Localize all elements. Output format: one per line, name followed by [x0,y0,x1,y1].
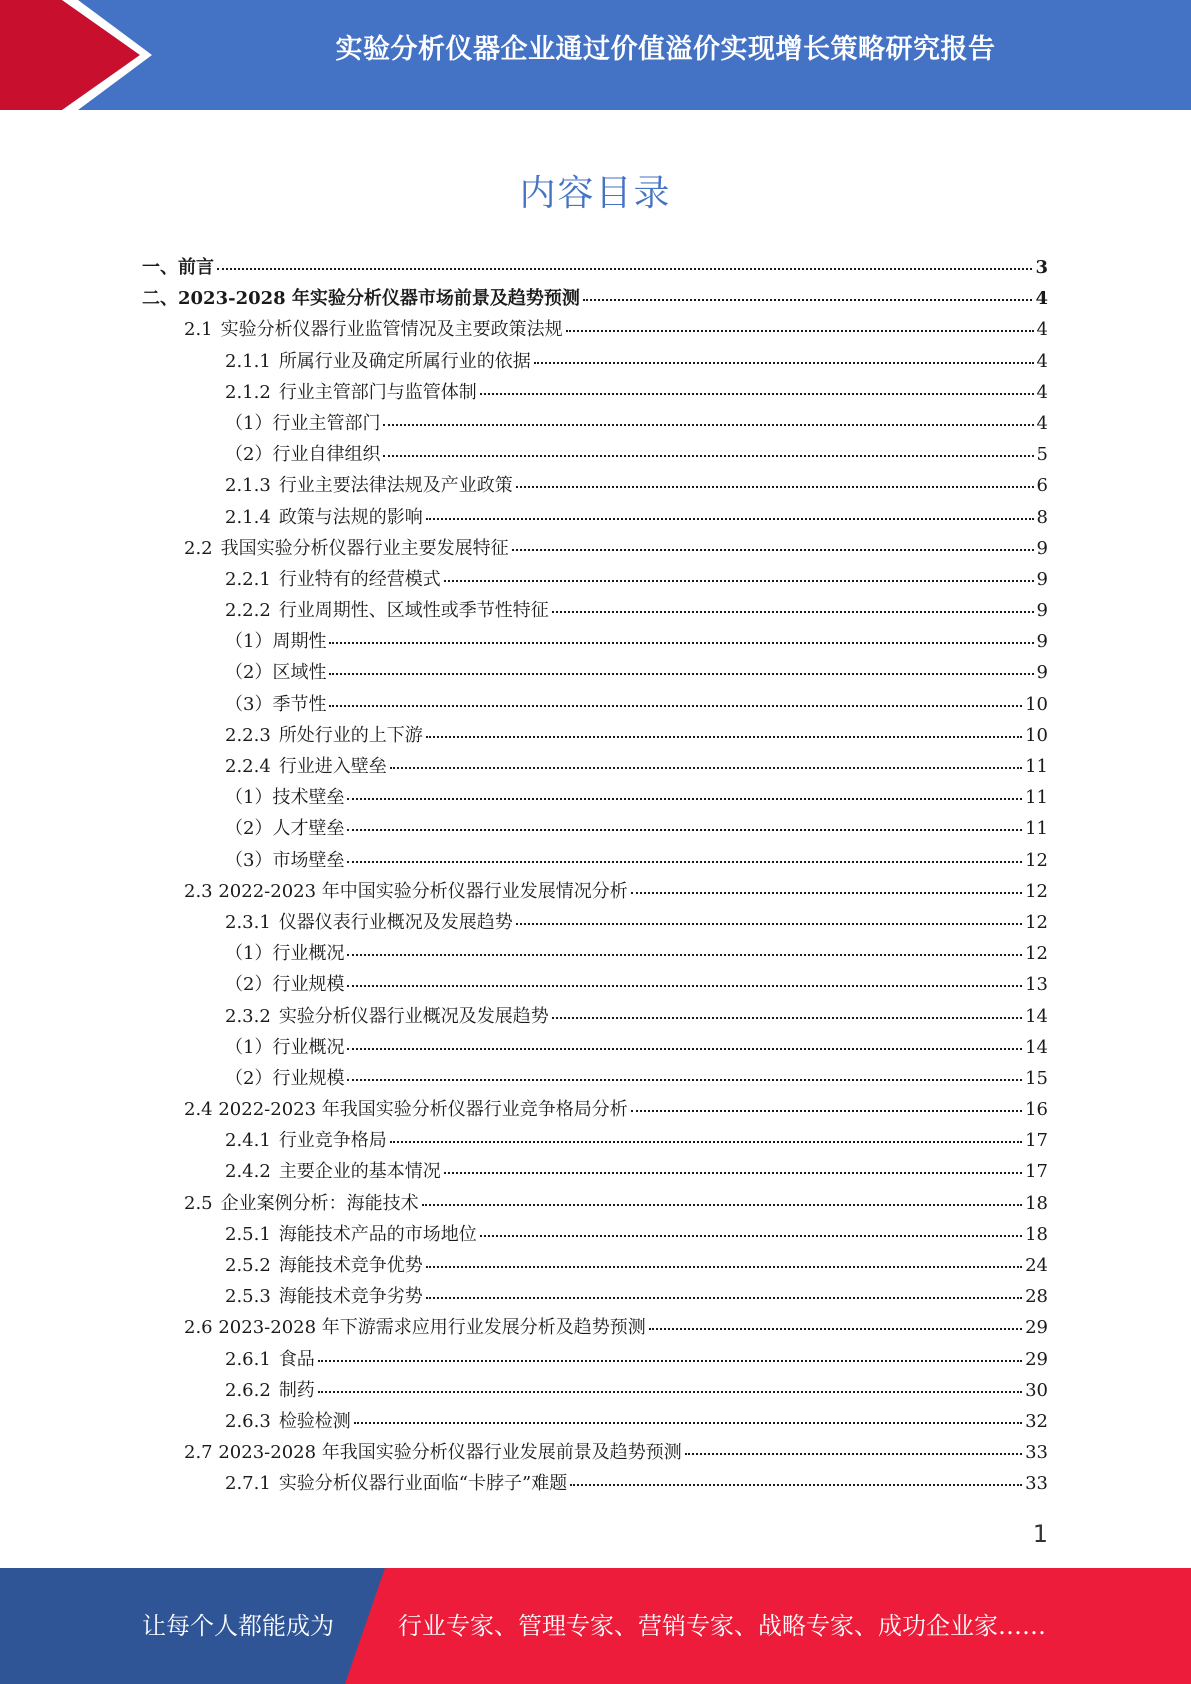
toc-entry-page: 33 [1025,1442,1048,1464]
toc-leader-dots [217,268,1032,270]
toc-entry[interactable] [142,1313,1048,1344]
toc-entry[interactable] [142,1251,1048,1282]
toc-entry-title: 企业案例分析：海能技术 [220,1192,419,1214]
toc-entry[interactable] [142,1469,1048,1500]
toc-entry-page: 10 [1025,693,1048,715]
toc-entry-page: 10 [1025,724,1048,746]
toc-entry-title: （3）季节性 [225,693,327,715]
toc-entry-title: 行业主要法律法规及产业政策 [278,475,513,497]
toc-leader-dots [347,861,1022,863]
toc-entry-title: （2）人才壁垒 [225,818,345,840]
toc-entry-title: 海能技术产品的市场地位 [278,1223,477,1245]
toc-entry[interactable] [142,534,1048,565]
toc-entry-title: 所处行业的上下游 [278,724,423,746]
footer-slogan-right: 行业专家、管理专家、营销专家、战略专家、成功企业家…… [398,1612,1046,1640]
table-of-contents [142,253,1048,1501]
toc-entry-page: 11 [1025,756,1048,777]
toc-entry-title: 二、2023-2028 年实验分析仪器市场前景及趋势预测 [142,288,580,310]
toc-entry[interactable] [142,284,1048,315]
toc-entry-title: 海能技术竞争优势 [278,1255,423,1276]
toc-leader-dots [426,1266,1022,1268]
toc-entry[interactable] [142,471,1048,502]
toc-entry-title: 政策与法规的影响 [278,506,423,528]
toc-entry[interactable] [142,253,1048,284]
toc-entry[interactable] [142,658,1048,689]
toc-entry[interactable] [142,814,1048,845]
toc-entry[interactable] [142,503,1048,534]
toc-entry-page: 14 [1025,1005,1048,1027]
toc-leader-dots [390,1141,1022,1143]
toc-entry-title: 实验分析仪器行业面临“卡脖子”难题 [278,1473,568,1495]
toc-entry[interactable] [142,1220,1048,1251]
toc-entry-title: 行业特有的经营模式 [278,568,441,590]
toc-entry-page: 9 [1036,600,1048,622]
toc-entry-title: 仪器仪表行业概况及发展趋势 [278,911,513,933]
toc-entry-number: 2.1 [184,319,213,341]
toc-entry-number: 2.3.1 [225,911,271,933]
toc-entry-page: 4 [1036,381,1048,403]
toc-leader-dots [422,1204,1022,1206]
toc-entry-number: 2.1.2 [225,381,271,403]
toc-leader-dots [631,1110,1022,1112]
toc-entry-page: 29 [1025,1317,1048,1339]
toc-entry-title: 2.7 2023-2028 年我国实验分析仪器行业发展前景及趋势预测 [184,1442,682,1464]
toc-entry[interactable] [142,846,1048,877]
report-title: 实验分析仪器企业通过价值溢价实现增长策略研究报告 [335,34,996,65]
toc-entry-number: 2.2.2 [225,600,271,622]
toc-entry[interactable] [142,1157,1048,1188]
toc-entry-title: （1）行业概况 [225,943,345,965]
toc-entry-page: 28 [1025,1286,1048,1308]
toc-entry-title: 主要企业的基本情况 [278,1161,441,1183]
toc-entry[interactable] [142,721,1048,752]
toc-entry-title: （1）技术壁垒 [225,787,345,809]
toc-entry-title: 行业主管部门与监管体制 [278,381,477,403]
toc-leader-dots [329,642,1033,644]
toc-entry-page: 12 [1025,849,1048,871]
toc-entry[interactable] [142,970,1048,1001]
toc-entry[interactable] [142,1282,1048,1313]
toc-entry-page: 9 [1036,568,1048,590]
toc-entry-page: 3 [1035,257,1048,278]
toc-entry-title: （3）市场壁垒 [225,849,345,871]
toc-leader-dots [685,1453,1022,1455]
toc-entry[interactable] [142,565,1048,596]
toc-entry-page: 32 [1025,1410,1048,1432]
toc-entry-page: 11 [1025,787,1048,809]
toc-entry-number: 2.6.1 [225,1348,271,1370]
toc-entry[interactable] [142,315,1048,346]
toc-entry-title: 食品 [278,1348,315,1370]
toc-entry-page: 17 [1025,1161,1048,1183]
toc-entry-page: 4 [1036,350,1048,372]
toc-leader-dots [347,798,1022,800]
footer-slogan-left: 让每个人都能成为 [142,1612,334,1640]
toc-entry-number: 2.2.3 [225,724,271,746]
toc-entry-page: 4 [1036,412,1048,434]
toc-entry-title: 2.3 2022-2023 年中国实验分析仪器行业发展情况分析 [184,880,628,902]
page-header [0,0,1191,110]
toc-leader-dots [566,330,1034,332]
toc-entry-page: 6 [1036,475,1048,497]
toc-leader-dots [318,1360,1022,1362]
toc-leader-dots [631,892,1022,894]
toc-entry-number: 2.5.3 [225,1286,271,1308]
toc-leader-dots [552,611,1034,613]
toc-entry-number: 2.1.3 [225,475,271,497]
toc-entry-page: 4 [1036,319,1048,341]
toc-entry[interactable] [142,1376,1048,1407]
toc-entry-title: 实验分析仪器行业监管情况及主要政策法规 [220,319,563,341]
toc-leader-dots [480,1235,1022,1237]
toc-entry-title: （1）行业主管部门 [225,412,381,434]
toc-entry[interactable] [142,1189,1048,1220]
toc-entry[interactable] [142,409,1048,440]
toc-entry-title: 行业进入壁垒 [278,756,387,777]
toc-leader-dots [390,767,1022,769]
toc-entry-number: 2.7.1 [225,1473,271,1495]
toc-leader-dots [552,1017,1022,1019]
toc-leader-dots [318,1391,1022,1393]
toc-leader-dots [329,673,1033,675]
toc-leader-dots [383,424,1033,426]
toc-entry-page: 29 [1025,1348,1048,1370]
toc-entry-title: 我国实验分析仪器行业主要发展特征 [220,537,509,559]
toc-leader-dots [383,455,1033,457]
toc-entry[interactable] [142,627,1048,658]
toc-entry-title: （2）行业规模 [225,1067,345,1089]
toc-entry-number: 2.3.2 [225,1005,271,1027]
toc-entry-number: 2.4.1 [225,1130,271,1152]
toc-leader-dots [570,1484,1022,1486]
toc-entry-title: 所属行业及确定所属行业的依据 [278,350,531,372]
toc-entry-title: 2.4 2022-2023 年我国实验分析仪器行业竞争格局分析 [184,1099,628,1121]
toc-entry-page: 11 [1025,818,1048,840]
toc-leader-dots [512,549,1034,551]
toc-entry-title: （2）区域性 [225,662,327,684]
toc-entry-title: 制药 [278,1379,315,1401]
toc-entry-page: 5 [1036,444,1048,466]
toc-leader-dots [534,362,1034,364]
toc-entry[interactable] [142,877,1048,908]
toc-entry[interactable] [142,1126,1048,1157]
toc-leader-dots [347,954,1022,956]
toc-entry[interactable] [142,347,1048,378]
toc-entry-page: 33 [1025,1473,1048,1495]
toc-leader-dots [329,705,1022,707]
toc-entry[interactable] [142,378,1048,409]
toc-leader-dots [347,1048,1022,1050]
toc-entry-number: 2.5.2 [225,1255,271,1276]
toc-leader-dots [516,486,1034,488]
toc-entry[interactable] [142,1438,1048,1469]
toc-entry-title: （2）行业自律组织 [225,444,381,466]
toc-entry-page: 4 [1035,288,1048,310]
toc-entry-number: 2.2 [184,537,213,559]
toc-entry[interactable] [142,1095,1048,1126]
toc-entry-title: （2）行业规模 [225,974,345,996]
toc-entry-page: 15 [1025,1067,1048,1089]
header-chevron-icon [0,0,160,110]
toc-leader-dots [347,1079,1022,1081]
toc-entry-page: 16 [1025,1099,1048,1121]
toc-entry[interactable] [142,690,1048,721]
toc-entry-page: 8 [1036,506,1048,528]
toc-entry-title: 实验分析仪器行业概况及发展趋势 [278,1005,549,1027]
toc-entry-number: 2.5.1 [225,1223,271,1245]
toc-entry[interactable] [142,440,1048,471]
toc-entry-number: 2.1.1 [225,350,271,372]
toc-entry[interactable] [142,1407,1048,1438]
toc-leader-dots [426,736,1022,738]
toc-leader-dots [649,1328,1022,1330]
toc-entry-number: 2.1.4 [225,506,271,528]
toc-entry-title: 一、前言 [142,257,214,278]
toc-entry-page: 18 [1025,1192,1048,1214]
toc-entry-page: 9 [1036,631,1048,653]
toc-entry[interactable] [142,1064,1048,1095]
toc-entry-number: 2.6.2 [225,1379,271,1401]
toc-title: 内容目录 [519,173,672,214]
toc-leader-dots [347,985,1022,987]
toc-entry-title: （1）行业概况 [225,1036,345,1058]
toc-entry-page: 13 [1025,974,1048,996]
toc-entry-number: 2.6.3 [225,1410,271,1432]
toc-entry[interactable] [142,752,1048,783]
toc-entry-title: （1）周期性 [225,631,327,653]
toc-entry-page: 12 [1025,880,1048,902]
toc-leader-dots [480,393,1034,395]
toc-leader-dots [347,829,1022,831]
toc-leader-dots [354,1422,1022,1424]
toc-entry-page: 18 [1025,1223,1048,1245]
toc-entry[interactable] [142,1033,1048,1064]
toc-entry-title: 行业竞争格局 [278,1130,387,1152]
toc-entry[interactable] [142,908,1048,939]
toc-entry[interactable] [142,1002,1048,1033]
toc-entry-title: 2.6 2023-2028 年下游需求应用行业发展分析及趋势预测 [184,1317,646,1339]
toc-entry[interactable] [142,783,1048,814]
toc-leader-dots [444,580,1034,582]
toc-entry-page: 9 [1036,662,1048,684]
toc-entry-page: 30 [1025,1379,1048,1401]
toc-entry-number: 2.5 [184,1192,213,1214]
page-footer [0,1568,1191,1684]
toc-entry-number: 2.4.2 [225,1161,271,1183]
toc-entry-page: 14 [1025,1036,1048,1058]
toc-entry[interactable] [142,1345,1048,1376]
toc-entry-page: 24 [1025,1255,1048,1276]
toc-entry-page: 12 [1025,911,1048,933]
toc-entry-page: 17 [1025,1130,1048,1152]
toc-leader-dots [426,518,1034,520]
page-number: 1 [1032,1520,1048,1548]
toc-entry-number: 2.2.4 [225,756,271,777]
toc-leader-dots [426,1297,1022,1299]
toc-entry-number: 2.2.1 [225,568,271,590]
toc-leader-dots [444,1172,1022,1174]
toc-entry-title: 行业周期性、区域性或季节性特征 [278,600,549,622]
toc-entry-page: 12 [1025,943,1048,965]
toc-entry-page: 9 [1036,537,1048,559]
toc-leader-dots [583,299,1033,301]
toc-entry[interactable] [142,596,1048,627]
toc-entry-title: 检验检测 [278,1410,351,1432]
toc-entry-title: 海能技术竞争劣势 [278,1286,423,1308]
toc-entry[interactable] [142,939,1048,970]
toc-leader-dots [516,923,1022,925]
